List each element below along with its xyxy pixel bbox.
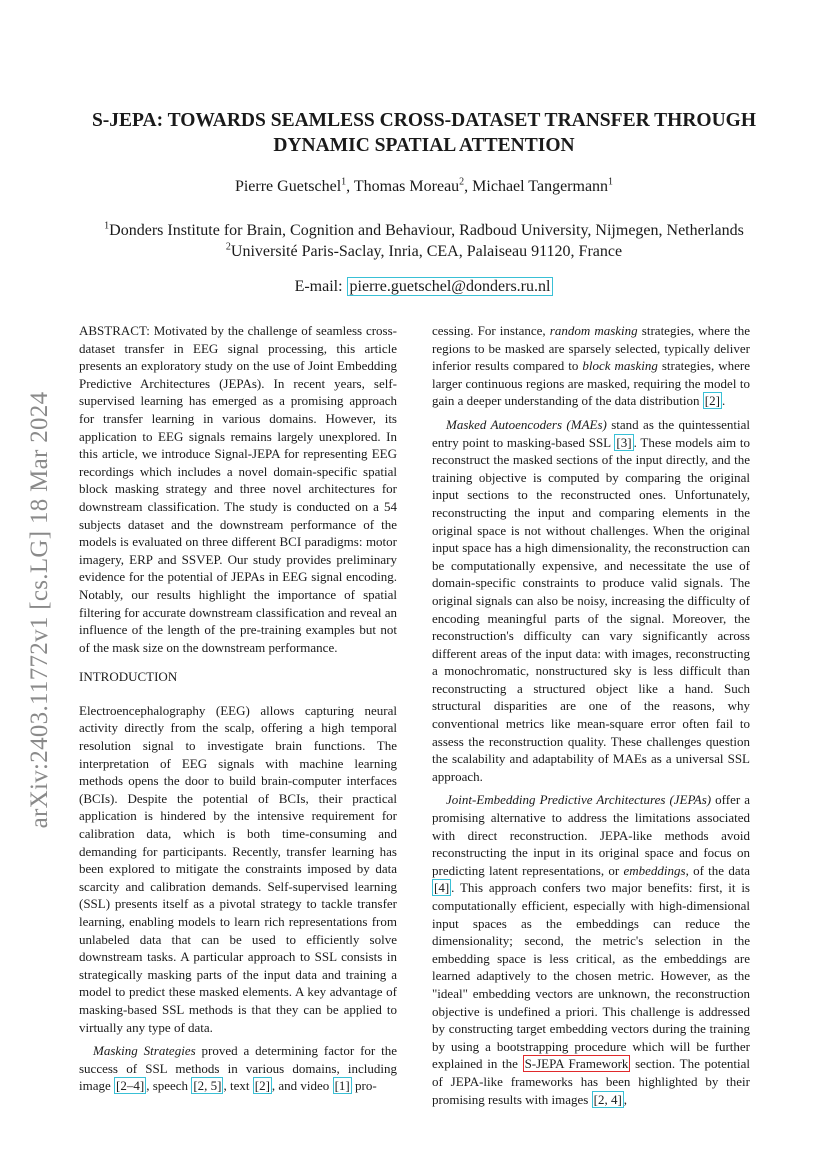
citation-link[interactable]: [1]: [334, 1078, 350, 1094]
arxiv-stamp: [22, 360, 58, 860]
text-run: proved a determining factor for the success of SSL methods in various domains, including image: [79, 1043, 397, 1094]
term-block-masking: block masking: [582, 358, 658, 374]
citation-link[interactable]: [2–4]: [116, 1078, 145, 1094]
text-run: , of the data: [685, 862, 750, 878]
affil-mark: 2: [225, 241, 231, 253]
right-column: [432, 322, 750, 1114]
title-line-1: S-JEPA: TOWARDS SEAMLESS CROSS-DATASET TRANSFER THROUGH: [91, 110, 757, 131]
intro-paragraph-1: Electroencephalography (EEG) allows capturing neural activity directly from the scalp, offering a high temporal resolution signal to investigate brain functions. The interpretation of EEG signals with machine learning methods opens the door to build brain-computer interfaces (BCIs). Despite the potential of BCIs, their practical application is hindered by the intensive requirement for calibration data, which is both time-consuming and demanding for participants. Recently, transfer learning has been explored to mitigate the constraints imposed by data scarcity and calibration demands. Self-supervised learning (SSL) presents itself as a pivotal strategy to tackle transfer learning, enabling models to learn rich representations from unlabeled data that can be used to efficiently solve downstream tasks. A particular approach to SSL consists in strategically masking parts of the input data and training a model to predict these masked elements. A key advantage of masking-based SSL methods is that they can be applied to virtually any type of data.: [79, 702, 397, 1035]
citation-link[interactable]: [3]: [616, 434, 632, 450]
citation-link[interactable]: [2, 5]: [193, 1078, 222, 1094]
term-random-masking: random masking: [549, 323, 638, 338]
text-run: , and video: [271, 1078, 333, 1094]
term-embeddings: embeddings: [623, 862, 686, 878]
citation-link[interactable]: [4]: [434, 880, 450, 896]
author-affil-mark: 1: [341, 176, 347, 188]
email-label: E-mail:: [294, 278, 347, 295]
text-run: .: [721, 393, 726, 409]
affil-text: Donders Institute for Brain, Cognition and Behaviour, Radboud University, Nijmegen, Netherlands: [109, 222, 744, 239]
citation-link[interactable]: [2, 4]: [593, 1091, 622, 1107]
citation-link[interactable]: [2]: [254, 1078, 270, 1094]
text-run: offer a promising alternative to address the limitations associated with direct reconstruction. JEPA-like methods avoid reconstructing the input in its original space and focus on predicting latent representations, or: [432, 792, 751, 878]
citation-link[interactable]: [2]: [704, 393, 720, 409]
arxiv-stamp-text: arXiv:2403.11772v1 [cs.LG] 18 Mar 2024: [26, 391, 53, 829]
text-run: . This approach confers two major benefits: first, it is computationally efficient, especially with high-dimensional input spaces as the embeddings can reduce the dimensionality; second, the metric's selection in the embedding space is less critical, as the embeddings are learned adaptively to the chosen metric. However, as the "ideal" embedding vectors are unknown, the reconstruction objective is undefined a priori. This challenge is addressed by constructing target embedding vectors during the training by using a bootstrapping procedure which will be further explained in the: [432, 880, 750, 1072]
abstract: ABSTRACT: Motivated by the challenge of seamless cross-dataset transfer in EEG signal processing, this article presents an exploratory study on the use of Joint Embedding Predictive Architectures (JEPAs). In recent years, self-supervised learning has emerged as a promising approach for transfer learning in various domains. However, its application to EEG signals remains largely unexplored. In this article, we introduce Signal-JEPA for representing EEG recordings which includes a novel domain-specific spatial block masking strategy and three novel architectures for downstream classification. The study is conducted on a 54 subjects dataset and the downstream performance of the models is evaluated on three different BCI paradigms: motor imagery, ERP and SSVEP. Our study provides preliminary evidence for the potential of JEPAs in EEG signal encoding. Notably, our results highlight the importance of spatial filtering for accurate downstream classification and reveal an influence of the length of the pre-training examples but not of the mask size on the downstream performance.: [79, 323, 397, 655]
text-run: cessing. For instance,: [432, 323, 550, 338]
text-run: strategies, where the regions to be masked are sparsely selected, typically deliver inferior results compared to: [432, 323, 751, 374]
text-run: pro-: [351, 1078, 377, 1094]
text-run: , speech: [146, 1078, 192, 1094]
paper-title: [70, 108, 778, 158]
contact-email: [70, 278, 778, 296]
author-list: Pierre Guetschel$^1$, Thomas Moreau$^2$, Michael Tangermann$^1$: [234, 176, 614, 195]
author-name: Pierre Guetschel: [234, 178, 342, 195]
left-column: [79, 322, 397, 1101]
text-run: section. The potential of JEPA-like frameworks has been highlighted by their promising results with images: [432, 1056, 750, 1107]
mae-paragraph: [432, 416, 750, 785]
affiliations: [60, 220, 788, 262]
text-run: ,: [623, 1091, 628, 1107]
affiliation-1: [60, 220, 788, 241]
text-run: stand as the quintessential entry point to masking-based SSL: [432, 416, 750, 450]
author-affil-mark: 2: [459, 176, 465, 188]
email-link[interactable]: pierre.guetschel@donders.ru.nl: [347, 277, 554, 296]
author-name: Thomas Moreau: [353, 178, 460, 195]
author-name: Michael Tangermann: [472, 178, 609, 195]
section-link-sjepa-framework[interactable]: S-JEPA Framework: [524, 1056, 629, 1072]
author-affil-mark: 1: [608, 176, 614, 188]
text-run: strategies, where larger continuous regions are masked, requiring the model to gain a deeper understanding of the data distribution: [432, 358, 750, 409]
term-masking-strategies: Masking Strategies: [93, 1043, 196, 1059]
title-line-2: DYNAMIC SPATIAL ATTENTION: [273, 135, 575, 156]
text-run: . These models aim to reconstruct the masked sections of the input directly, and the training objective is computed by comparing the original input sections to the reconstructed ones. Unfortunately, reconstructing the input and comparing elements in the original space is not without challenges. When the original input space has a high dimensionality, the reconstruction can be computationally expensive, and necessitate the use of domain-specific constraints to produce valid signals. The original signals can also be noisy, increasing the difficulty of encoding meaningful parts of the signal. Moreover, the reconstruction's difficulty can vary significantly across different areas of the input data: with images, reconstructing a monochromatic, nonstructured sky is less difficult than reconstructing a structured object like a hand. Such structural disparities are one of the reasons, why conventional metrics like mean-square error often fail to assess the reconstruction quality. These challenges question the scalability and adaptability of MAEs as a universal SSL approach.: [432, 434, 750, 784]
affil-mark: 1: [104, 220, 110, 232]
section-heading-introduction: INTRODUCTION: [79, 669, 178, 685]
masking-paragraph-cont: [432, 322, 750, 410]
intro-paragraph-2: [79, 1042, 397, 1095]
affiliation-2: [60, 241, 788, 262]
text-run: , text: [223, 1078, 253, 1094]
term-maes: Masked Autoencoders (MAEs): [446, 416, 607, 432]
jepa-paragraph: [432, 791, 750, 1108]
affil-text: Université Paris-Saclay, Inria, CEA, Palaiseau 91120, France: [230, 243, 623, 260]
term-jepas: Joint-Embedding Predictive Architectures (JEPAs): [446, 792, 712, 808]
